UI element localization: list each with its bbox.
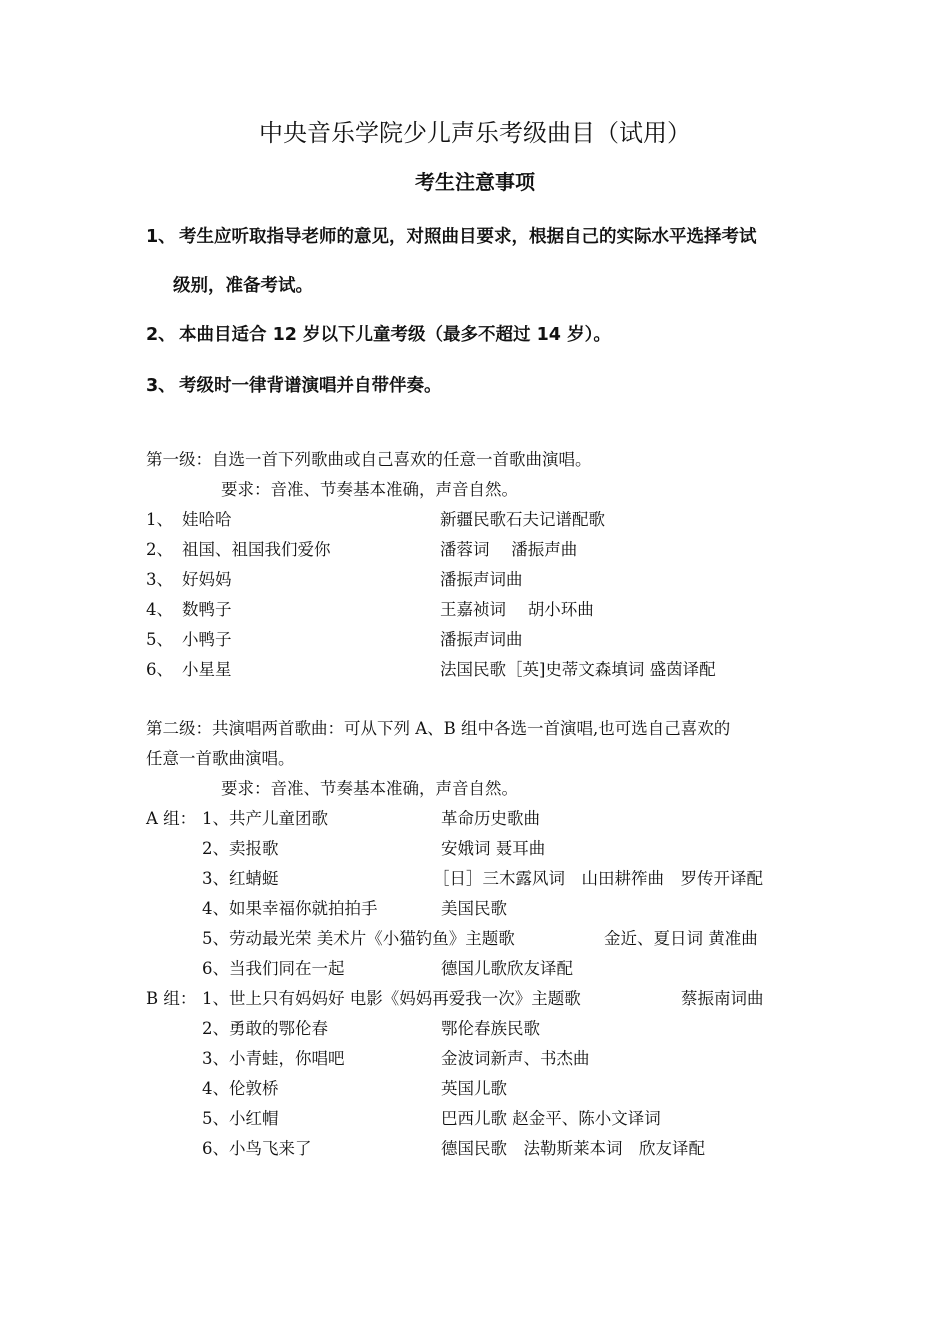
notice-text: 本曲目适合 12 岁以下儿童考级（最多不超过 14 岁）。 [179,325,611,345]
notice-text: 考生应听取指导老师的意见，对照曲目要求，根据自己的实际水平选择考试 [179,227,757,247]
song-title: 小鸭子 [182,630,232,649]
notice-item [146,322,611,348]
level2-heading-continuation: 任意一首歌曲演唱。 [146,749,295,768]
song-credit: ［日］三木露风词 山田耕筰曲 罗传开译配 [433,869,763,888]
song-credit: 巴西儿歌 赵金平、陈小文译词 [441,1109,661,1128]
song-title: 6、当我们同在一起 [202,959,345,978]
level2-heading: 第二级：共演唱两首歌曲：可从下列 A、B 组中各选一首演唱,也可选自己喜欢的 [146,719,731,738]
notice-number: 1、 [146,227,176,247]
song-credit: 英国儿歌 [441,1079,507,1098]
song-title: 2、卖报歌 [202,839,279,858]
song-number: 2、 [146,540,173,559]
song-title: 5、劳动最光荣 美术片《小猫钓鱼》主题歌 [202,929,515,948]
song-row [146,508,846,532]
group-a-row [146,957,846,981]
song-credit: 美国民歌 [441,899,507,918]
level2-requirement: 要求：音准、节奏基本准确，声音自然。 [221,779,518,798]
song-row [146,538,846,562]
song-title: 娃哈哈 [182,510,232,529]
song-title: 1、共产儿童团歌 [202,809,328,828]
group-a-row [146,897,846,921]
notice-number: 3、 [146,376,176,396]
notice-continuation: 级别，准备考试。 [173,276,313,296]
group-b-label: B 组： [146,989,197,1008]
notice-heading: 考生注意事项 [415,170,535,194]
song-credit: 蔡振南词曲 [681,989,764,1008]
song-credit: 金波词新声、书杰曲 [441,1049,590,1068]
song-credit: 鄂伦春族民歌 [441,1019,540,1038]
notice-text: 考级时一律背谱演唱并自带伴奏。 [179,376,442,396]
song-title: 6、小鸟飞来了 [202,1139,312,1158]
song-credit: 王嘉祯词 胡小环曲 [440,600,594,619]
group-a-row [146,837,846,861]
song-number: 6、 [146,660,173,679]
song-credit: 安娥词 聂耳曲 [441,839,546,858]
notice-number: 2、 [146,325,176,345]
song-credit: 德国儿歌欣友译配 [441,959,573,978]
group-b-row [146,1047,846,1071]
document-title: 中央音乐学院少儿声乐考级曲目（试用） [259,119,691,147]
song-credit: 革命历史歌曲 [441,809,540,828]
song-credit: 德国民歌 法勒斯莱本词 欣友译配 [441,1139,705,1158]
level1-heading: 第一级：自选一首下列歌曲或自己喜欢的任意一首歌曲演唱。 [146,450,592,469]
group-b-row [146,987,846,1011]
group-a-row [146,807,846,831]
song-title: 2、勇敢的鄂伦春 [202,1019,328,1038]
song-title: 小星星 [182,660,232,679]
group-a-label: A 组： [146,809,197,828]
group-a-row [146,927,846,951]
song-title: 1、世上只有妈妈好 电影《妈妈再爱我一次》主题歌 [202,989,581,1008]
song-row [146,568,846,592]
song-credit: 金近、夏日词 黄准曲 [604,929,758,948]
song-title: 3、红蜻蜓 [202,869,279,888]
song-credit: 潘蓉词 潘振声曲 [440,540,578,559]
song-title: 4、伦敦桥 [202,1079,279,1098]
song-title: 数鸭子 [182,600,232,619]
song-credit: 潘振声词曲 [440,630,523,649]
song-title: 4、如果幸福你就拍拍手 [202,899,378,918]
group-b-row [146,1017,846,1041]
song-row [146,658,846,682]
group-b-row [146,1107,846,1131]
level1-requirement: 要求：音准、节奏基本准确，声音自然。 [221,480,518,499]
group-b-row [146,1077,846,1101]
group-b-row [146,1137,846,1161]
song-title: 5、小红帽 [202,1109,279,1128]
group-a-row [146,867,846,891]
notice-item [146,373,442,399]
song-title: 好妈妈 [182,570,232,589]
song-credit: 潘振声词曲 [440,570,523,589]
song-number: 5、 [146,630,173,649]
song-number: 4、 [146,600,173,619]
song-credit: 法国民歌［英]史蒂文森填词 盛茵译配 [440,660,716,679]
song-row [146,598,846,622]
song-title: 3、小青蛙，你唱吧 [202,1049,345,1068]
song-title: 祖国、祖国我们爱你 [182,540,331,559]
song-number: 3、 [146,570,173,589]
song-credit: 新疆民歌石夫记谱配歌 [440,510,605,529]
song-number: 1、 [146,510,173,529]
song-row [146,628,846,652]
notice-item [146,224,757,250]
